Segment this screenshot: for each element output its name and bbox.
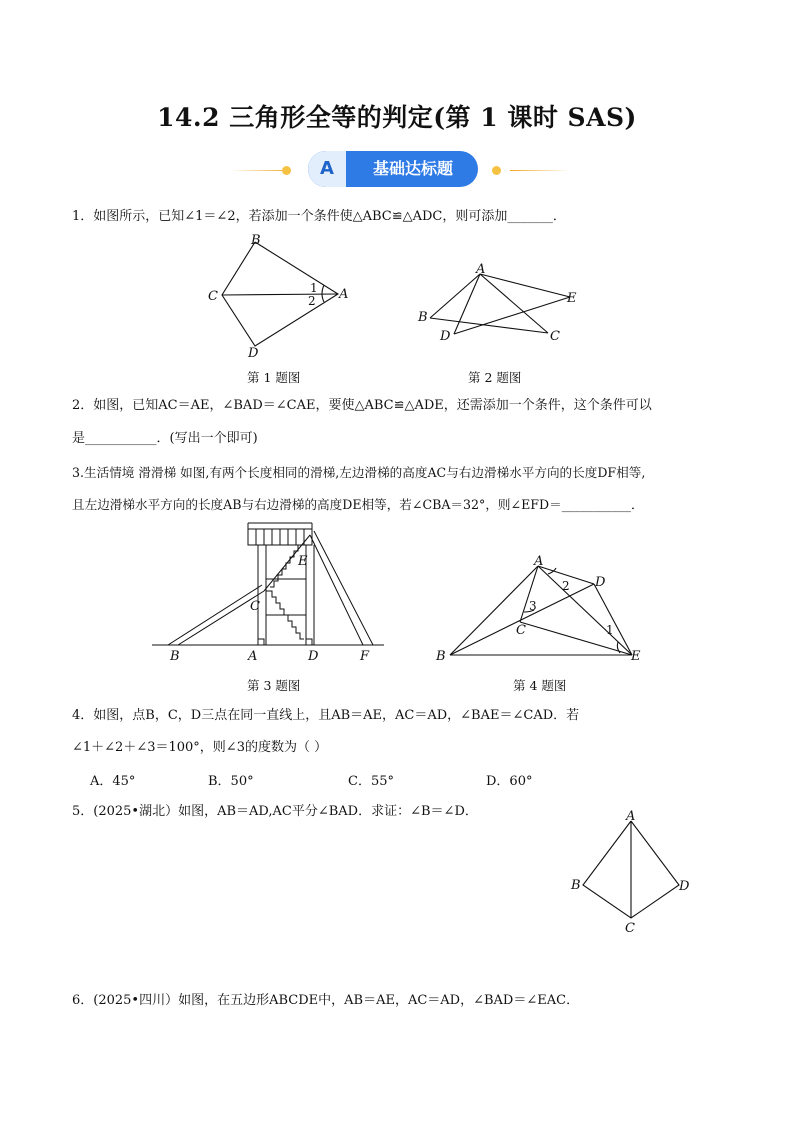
fig1-angle-arc <box>322 285 324 302</box>
question-5: 5．(2025•湖北）如图，AB＝AD,AC平分∠BAD．求证：∠B＝∠D． <box>72 804 478 819</box>
page-title: 14.2 三角形全等的判定(第 1 课时 SAS) <box>157 103 637 132</box>
fig5-label-c: C <box>625 921 635 936</box>
fig5-label-b: B <box>571 878 581 893</box>
banner-right-line <box>510 170 570 171</box>
section-label: 基础达标题 <box>372 159 453 178</box>
q4-option-d: D．60° <box>486 774 533 789</box>
question-4-line-1: 4．如图，点B，C，D三点在同一直线上，且AB＝AE，AC＝AD，∠BAE＝∠CAD．若 <box>72 708 580 723</box>
caption-fig3: 第 3 题图 <box>247 678 301 693</box>
q4-option-a: A．45° <box>90 774 136 789</box>
fig4-angle-3: 3 <box>529 599 537 613</box>
fig2-label-a: A <box>476 262 486 277</box>
fig3-label-e: E <box>298 554 308 569</box>
q4-option-c: C．55° <box>348 774 394 789</box>
figure-1 <box>200 228 360 363</box>
figure-4 <box>430 550 650 665</box>
fig3-label-b: B <box>170 649 180 664</box>
fig4-line-bd <box>450 584 594 655</box>
fig3-label-a: A <box>248 649 258 664</box>
fig3-right-slide-2 <box>314 531 373 645</box>
fig1-label-b: B <box>251 233 261 248</box>
figure-5 <box>565 805 695 940</box>
question-4-line-2: ∠1＋∠2＋∠3＝100°，则∠3的度数为（ ） <box>72 740 328 755</box>
fig2-label-c: C <box>550 329 560 344</box>
fig1-angle-1: 1 <box>310 281 318 295</box>
fig4-label-b: B <box>436 649 446 664</box>
fig3-left-slide-1 <box>168 585 262 645</box>
fig1-label-a: A <box>339 287 349 302</box>
fig4-label-d: D <box>595 575 606 590</box>
caption-fig1: 第 1 题图 <box>247 370 301 385</box>
fig4-line-de <box>594 584 632 655</box>
fig1-angle-2: 2 <box>308 294 316 308</box>
caption-fig2: 第 2 题图 <box>468 370 522 385</box>
fig4-angle-2: 2 <box>562 579 570 593</box>
fig4-label-e: E <box>631 649 641 664</box>
fig5-label-a: A <box>626 809 636 824</box>
section-banner <box>230 148 570 192</box>
fig2-line-ad <box>454 274 480 334</box>
section-letter: A <box>308 151 346 187</box>
fig1-label-c: C <box>208 289 218 304</box>
fig3-label-f: F <box>360 649 370 664</box>
question-6: 6．(2025•四川）如图，在五边形ABCDE中，AB＝AE，AC＝AD，∠BAD＝∠EAC． <box>72 993 580 1008</box>
section-pill <box>308 151 478 187</box>
fig4-line-ba <box>450 566 538 655</box>
figure-2 <box>410 258 590 348</box>
question-2-line-2: 是___________．(写出一个即可) <box>72 431 258 446</box>
fig1-label-d: D <box>248 346 259 361</box>
fig3-right-angle-a <box>258 639 264 645</box>
fig2-label-d: D <box>440 329 451 344</box>
fig4-label-c: C <box>516 623 526 638</box>
banner-left-line <box>230 170 290 171</box>
figure-3 <box>148 515 388 665</box>
fig4-label-a: A <box>534 554 544 569</box>
fig5-label-d: D <box>679 879 690 894</box>
fig3-right-angle-d <box>306 639 312 645</box>
question-3-line-2: 且左边滑梯水平方向的长度AB与右边滑梯的高度DE相等，若∠CBA＝32°，则∠EFD＝___________． <box>72 497 644 512</box>
banner-left-dot <box>282 166 291 175</box>
fig3-label-d: D <box>308 649 319 664</box>
fig2-label-e: E <box>567 291 577 306</box>
fig1-diagonal-ca <box>222 294 338 295</box>
fig3-label-c: C <box>250 599 260 614</box>
caption-fig4: 第 4 题图 <box>513 678 567 693</box>
question-3-line-1: 3.生活情境 滑滑梯 如图,有两个长度相同的滑梯,左边滑梯的高度AC与右边滑梯水平方向的长度DF相等, <box>72 465 646 480</box>
fig2-line-ab <box>430 274 480 318</box>
question-1: 1．如图所示，已知∠1＝∠2，若添加一个条件使△ABC≌△ADC，则可添加_______． <box>72 209 566 224</box>
fig3-right-slide-1 <box>310 535 363 645</box>
fig2-label-b: B <box>418 310 428 325</box>
q4-option-b: B．50° <box>208 774 254 789</box>
banner-right-dot <box>492 166 501 175</box>
fig4-angle-1: 1 <box>606 623 614 637</box>
question-2-line-1: 2．如图，已知AC＝AE，∠BAD＝∠CAE，要使△ABC≌△ADE，还需添加一个条件，这个条件可以 <box>72 398 652 413</box>
